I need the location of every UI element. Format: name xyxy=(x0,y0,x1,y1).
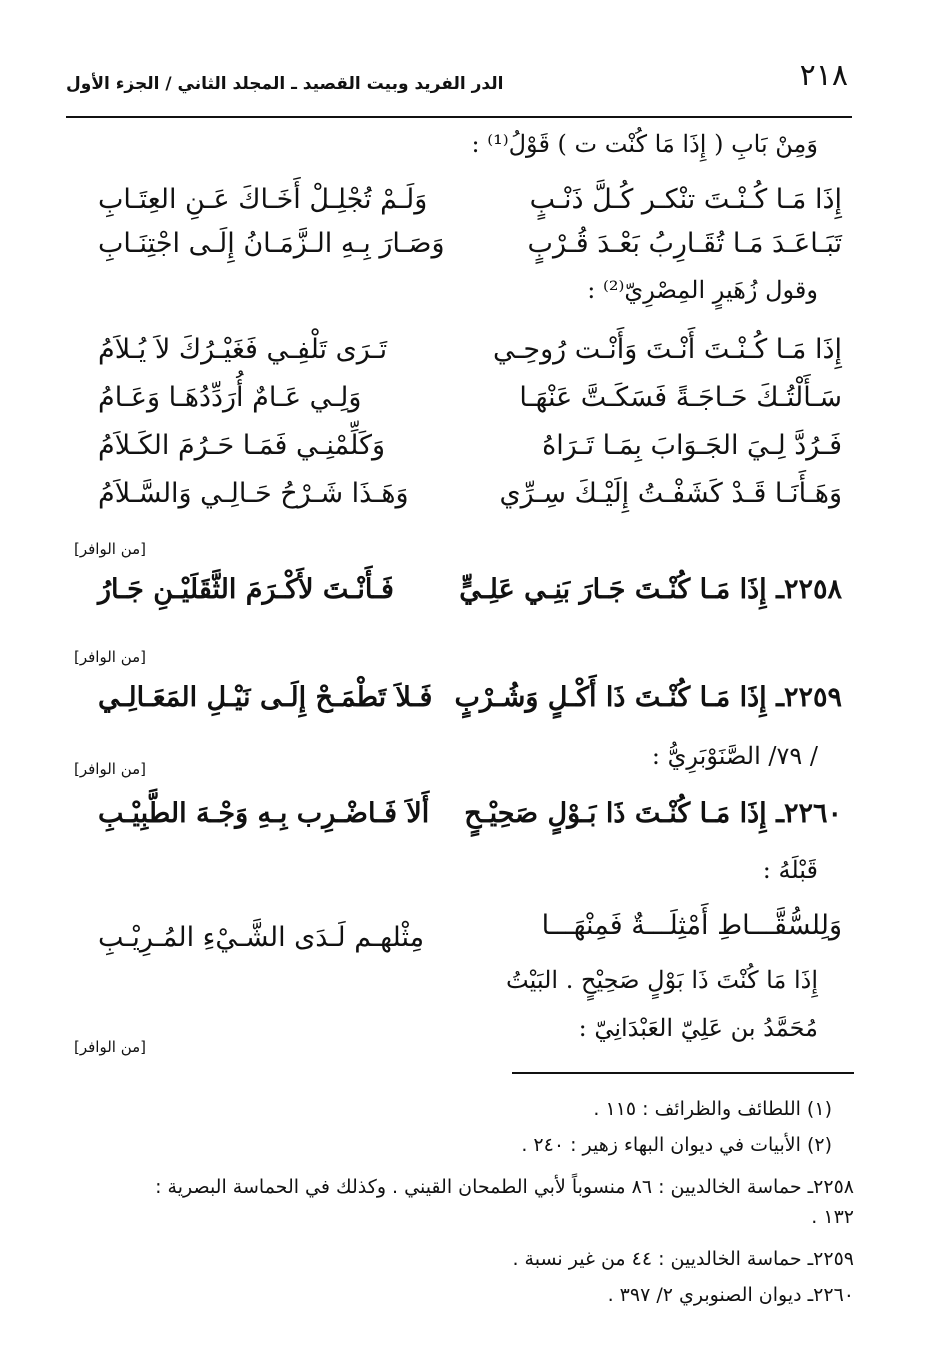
verse-2259-first-hemistich: ٢٢٥٩ـ إِذَا مَـا كُنْـتَ ذَا أَكْـلٍ وَشُـرْبٍ xyxy=(454,682,842,713)
verse-3-second-hemistich: تَـرَى تَلْفِـي فَغَيْـرُكَ لاَ يُـلاَمُ xyxy=(98,334,388,365)
verse-2-second-hemistich: وَصَـارَ بِـهِ الـزَّمَـانُ إِلَـى اجْتِنَـابِ xyxy=(98,228,445,259)
verse-1-first-hemistich: إِذَا مَـا كُـنْـتَ تنْكـر كُـلَّ ذَنْـبٍ xyxy=(529,184,842,215)
header-rule xyxy=(66,116,852,118)
verse-3-first-hemistich: إِذَا مَـا كُـنْـتَ أَنْـتَ وَأَنْـت رُوحِـي xyxy=(493,334,842,365)
preceding-verse-second-hemistich: مِثْلهـم لَـدَى الشَّـيْءِ المُـرِيْـبِ xyxy=(98,922,425,953)
footnote-2259: ٢٢٥٩ـ حماسة الخالديين : ٤٤ من غير نسبة . xyxy=(512,1248,854,1270)
intro-line-1: وَمِنْ بَابِ ( إِذَا مَا كُنْت ت ) قَوْلُ⁽¹⁾ : xyxy=(471,130,818,158)
intro-line-2: وقول زُهَيرٍ المِصْرِيّ⁽²⁾ : xyxy=(587,276,818,304)
footnote-rule xyxy=(512,1072,854,1074)
intro-line-4: مُحَمَّدُ بن عَلِيّ العَبْدَانِيّ : xyxy=(578,1014,818,1042)
meter-label-next: [من الوافر] xyxy=(74,1038,147,1056)
verse-6-second-hemistich: وَهَـذَا شَـرْحُ حَـالِـي وَالسَّـلاَمُ xyxy=(98,478,409,509)
verse-4-second-hemistich: وَلِـي عَـامٌ أُرَدِّدُهَـا وَعَـامُ xyxy=(98,382,362,413)
preceding-verse-first-hemistich: وَلِلسُّقَّـــاطِ أَمْثِلَـــةٌ فَمِنْهَـــا xyxy=(541,910,842,941)
verse-2259-second-hemistich: فَـلاَ تَطْمَـحْ إِلَـى نَيْـلِ المَعَـالِـي xyxy=(98,682,433,713)
verse-2260-first-hemistich: ٢٢٦٠ـ إِذَا مَـا كُنْـتَ ذَا بَـوْلٍ صَحِيْـحٍ xyxy=(464,798,842,829)
verse-2258-second-hemistich: فَـأَنْـتَ لأَكْـرَمَ الثَّقَلَيْـنِ جَـارُ xyxy=(98,574,394,605)
repeat-verse-reference: إِذَا مَا كُنْتَ ذَا بَوْلٍ صَحِيْحٍ . البَيْتُ xyxy=(506,966,818,994)
verse-5-first-hemistich: فَـرُدَّ لِـيَ الجَـوَابَ بِمَـا تَـرَاهُ xyxy=(542,430,842,461)
verse-1-second-hemistich: وَلَـمْ تُجْلِـلْ أَخَـاكَ عَـنِ العِتَـابِ xyxy=(98,184,428,215)
meter-label-2259: [من الوافر] xyxy=(74,648,147,666)
verse-2-first-hemistich: تَبَـاعَـدَ مَـا تُقَـارِبُ بَعْـدَ قُـرْبٍ xyxy=(527,228,842,259)
intro-line-3: / ٧٩/ الصَّنَوْبَرِيُّ : xyxy=(651,742,818,770)
footnote-2258-continued: ١٣٢ . xyxy=(811,1206,854,1228)
meter-label-2260: [من الوافر] xyxy=(74,760,147,778)
page-number: ٢١٨ xyxy=(799,58,848,93)
meter-label-2258: [من الوافر] xyxy=(74,540,147,558)
footnote-1: (١) اللطائف والظرائف : ١١٥ . xyxy=(593,1098,832,1120)
verse-2260-second-hemistich: أَلاَ فَـاضْـرِب بِـهِ وَجْـهَ الطَّبِيْـبِ xyxy=(98,798,430,829)
footnote-2258: ٢٢٥٨ـ حماسة الخالديين : ٨٦ منسوباً لأبي الطمحان القيني . وكذلك في الحماسة البصرية : xyxy=(155,1176,854,1198)
verse-5-second-hemistich: وَكَلِّمْنِـي فَمَـا حَـرُمَ الكَـلاَمُ xyxy=(98,430,385,461)
verse-4-first-hemistich: سَـأَلْتُـكَ حَـاجَـةً فَسَكَـتَّ عَنْهَـا xyxy=(519,382,842,413)
verse-2258-first-hemistich: ٢٢٥٨ـ إِذَا مَـا كُنْـتَ جَـارَ بَنِـي عَلِـيٍّ xyxy=(459,574,842,605)
before-label: قَبْلَهُ : xyxy=(762,856,818,884)
footnote-2: (٢) الأبيات في ديوان البهاء زهير : ٢٤٠ . xyxy=(521,1134,832,1156)
footnote-2260: ٢٢٦٠ـ ديوان الصنوبري ٢/ ٣٩٧ . xyxy=(607,1284,854,1306)
verse-6-first-hemistich: وَهَـأَنَـا قَـدْ كَشَفْـتُ إِلَيْـكَ سِـرِّي xyxy=(499,478,842,509)
running-head: الدر الفريد وبيت القصيد ـ المجلد الثاني / الجزء الأول xyxy=(66,74,504,94)
